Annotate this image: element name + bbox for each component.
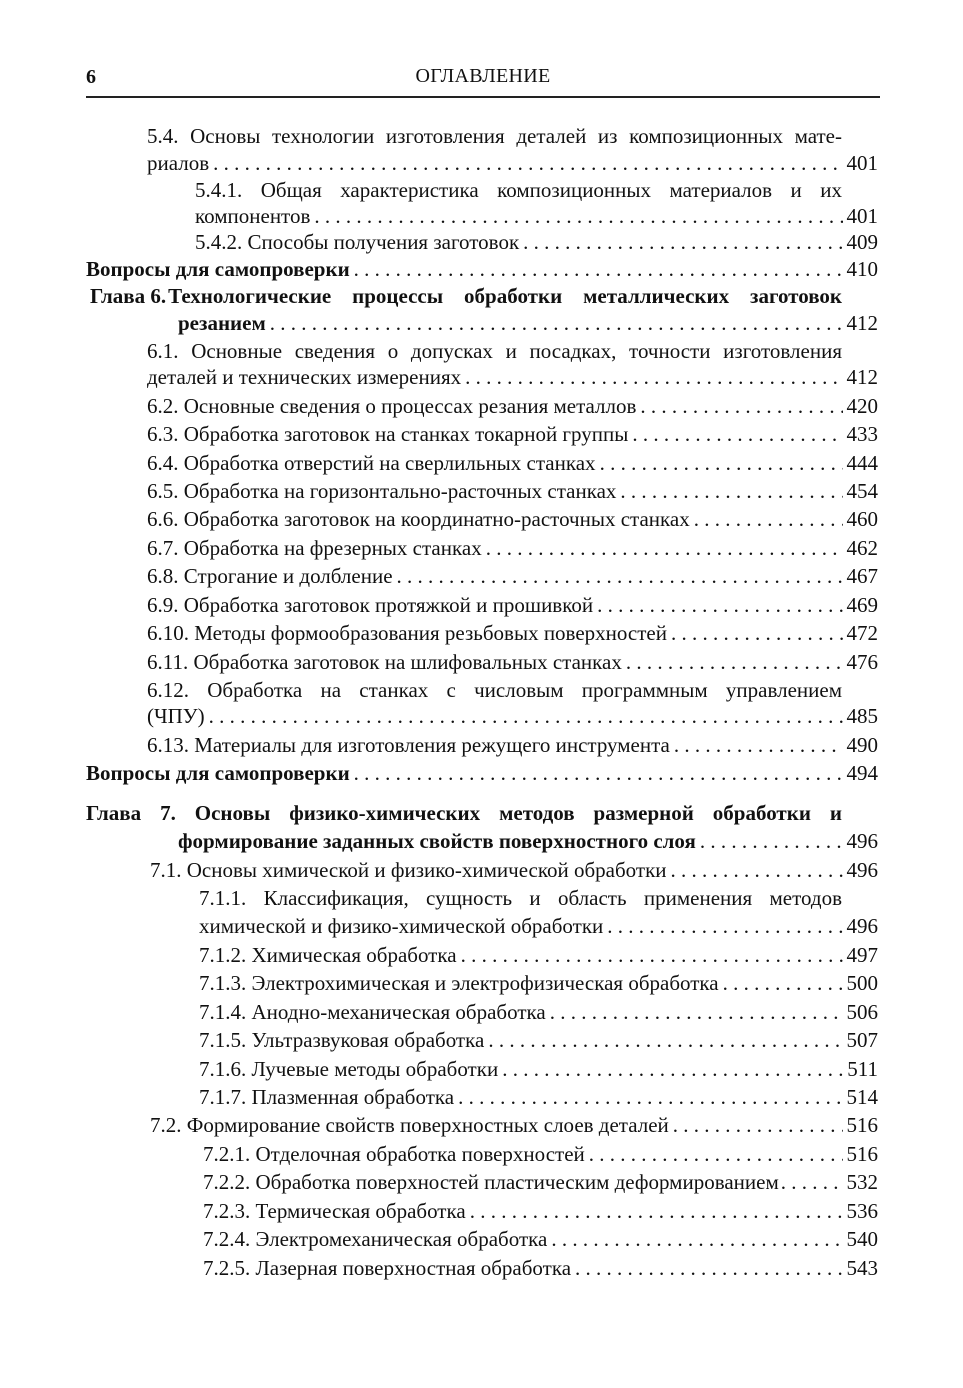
leader-dots [458,1084,842,1111]
toc-entry-text: 6.6. Обработка заготовок на координатно-расточных станках [147,507,690,531]
toc-page-number: 433 [846,422,878,446]
toc-entry-text: 6.5. Обработка на горизонтально-расточных станках [147,479,617,503]
toc-page-number: 514 [846,1085,878,1109]
toc-chapter-7[interactable] [178,828,878,855]
toc-entry-7-1-6[interactable] [199,1056,878,1083]
toc-entry-text: деталей и технических измерениях [147,365,462,389]
toc-entry-7-2-4[interactable] [203,1226,878,1253]
toc-entry-text: 7.1. Основы химической и физико-химической обработки [150,858,667,882]
toc-entry-text: 7.2.5. Лазерная поверхностная обработка [203,1256,572,1280]
toc-entry-7-1[interactable] [150,857,878,884]
toc-entry-6-3[interactable] [147,421,878,448]
toc-entry-7-1-5[interactable] [199,1027,878,1054]
toc-page-number: 454 [846,479,878,503]
toc-page-number: 467 [846,564,878,588]
toc-entry-text: (ЧПУ) [147,704,205,728]
leader-dots [723,970,843,997]
chapter-label: Глава 6. [90,284,167,308]
toc-entry-text: 6.10. Методы формообразования резьбовых поверхностей [147,621,667,645]
toc-entry-6-12-line1: 6.12. Обработка на станках с числовым программным управлением [147,678,842,702]
toc-page-number: 532 [846,1170,878,1194]
leader-dots [486,535,843,562]
toc-entry-6-4[interactable] [147,450,878,477]
leader-dots [575,1255,842,1282]
toc-entry-6-9[interactable] [147,592,878,619]
toc-entry-6-8[interactable] [147,563,878,590]
toc-entry-6-5[interactable] [147,478,878,505]
leader-dots [673,1112,843,1139]
toc-entry-7-1-7[interactable] [199,1084,878,1111]
toc-page-number: 472 [846,621,878,645]
leader-dots [397,563,843,590]
toc-entry-text: 6.3. Обработка заготовок на станках токарной группы [147,422,629,446]
toc-entry-text: компонентов [195,204,311,228]
page-number: 6 [86,66,96,88]
leader-dots [523,229,842,256]
leader-dots [502,1056,843,1083]
toc-entry-text: 7.1.7. Плазменная обработка [199,1085,455,1109]
leader-dots [781,1169,845,1196]
leader-dots [551,1226,842,1253]
toc-entry-6-6[interactable] [147,506,878,533]
toc-page-number: 516 [846,1113,878,1137]
leader-dots [632,421,842,448]
toc-entry-7-1-3[interactable] [199,970,878,997]
toc-entry-text: 6.8. Строгание и долбление [147,564,393,588]
toc-entry-7-2-3[interactable] [203,1198,878,1225]
toc-entry-7-2-2[interactable] [203,1169,878,1196]
leader-dots [488,1027,842,1054]
toc-entry-text: 6.9. Обработка заготовок протяжкой и прошивкой [147,593,594,617]
toc-entry-7-1-2[interactable] [199,942,878,969]
toc-page-number: 490 [846,733,878,757]
toc-entry-text: 6.4. Обработка отверстий на сверлильных станках [147,451,596,475]
toc-page-number: 412 [846,365,878,389]
toc-entry-text: 5.4.2. Способы получения заготовок [195,230,520,254]
toc-entry-text: Вопросы для самопроверки [86,257,350,281]
toc-chapter-6[interactable] [178,310,878,337]
toc-chapter-7-line1: Глава 7. Основы физико-химических методов размерной обработки и [86,801,842,825]
leader-dots [461,942,843,969]
toc-page-number: 410 [846,257,878,281]
toc-entry-6-13[interactable] [147,732,878,759]
toc-page-number: 401 [846,204,878,228]
toc-page-number: 497 [846,943,878,967]
toc-entry-7-2-1[interactable] [203,1141,878,1168]
toc-entry-text: 6.13. Материалы для изготовления режущего инструмента [147,733,670,757]
leader-dots [465,364,842,391]
toc-entry-7-1-1[interactable] [199,913,878,940]
toc-page-number: 409 [846,230,878,254]
toc-entry-text: 7.1.3. Электрохимическая и электрофизическая обработка [199,971,719,995]
toc-page-number: 462 [846,536,878,560]
toc-entry-text: 7.1.5. Ультразвуковая обработка [199,1028,485,1052]
toc-entry-text: 7.1.6. Лучевые методы обработки [199,1057,499,1081]
toc-entry-6-2[interactable] [147,393,878,420]
toc-page-number: 507 [846,1028,878,1052]
toc-page-number: 485 [846,704,878,728]
leader-dots [270,310,843,337]
toc-entry-text: 6.7. Обработка на фрезерных станках [147,536,482,560]
toc-entry-text: Вопросы для самопроверки [86,761,350,785]
leader-dots [209,703,843,730]
toc-entry-5-4-line1: 5.4. Основы технологии изготовления деталей из композиционных мате- [147,124,842,148]
toc-page-number: 496 [846,858,878,882]
toc-page-number: 460 [846,507,878,531]
toc-entry-text: формирование заданных свойств поверхностного слоя [178,829,696,853]
toc-page-number: 543 [846,1256,878,1280]
toc-entry-6-12[interactable] [147,703,878,730]
toc-page-number: 496 [846,914,878,938]
toc-page-number: 540 [846,1227,878,1251]
leader-dots [607,913,842,940]
toc-entry-text: 7.2.2. Обработка поверхностей пластическим деформированием [203,1170,779,1194]
leader-dots [470,1198,843,1225]
leader-dots [694,506,843,533]
leader-dots [620,478,842,505]
leader-dots [640,393,842,420]
toc-entry-text: 7.2.3. Термическая обработка [203,1199,466,1223]
toc-page-number: 412 [846,311,878,335]
toc-chapter-6-line1 [90,283,842,310]
toc-page-number: 536 [846,1199,878,1223]
running-title: ОГЛАВЛЕНИЕ [415,65,551,87]
toc-entry-text: 6.2. Основные сведения о процессах резания металлов [147,394,637,418]
toc-entry-6-11[interactable] [147,649,878,676]
toc-entry-6-10[interactable] [147,620,878,647]
toc-entry-6-1[interactable] [147,364,878,391]
toc-entry-text: 7.2.4. Электромеханическая обработка [203,1227,548,1251]
toc-page-number: 420 [846,394,878,418]
toc-entry-review-questions-5[interactable] [86,256,878,283]
leader-dots [354,760,843,787]
leader-dots [600,450,843,477]
toc-entry-text: 7.2.1. Отделочная обработка поверхностей [203,1142,585,1166]
leader-dots [314,203,842,230]
leader-dots [674,732,843,759]
toc-page-number: 494 [846,761,878,785]
toc-page-number: 506 [846,1000,878,1024]
toc-entry-text: химической и физико-химической обработки [199,914,604,938]
toc-entry-7-2-5[interactable] [203,1255,878,1282]
toc-entry-text: 6.11. Обработка заготовок на шлифовальных станках [147,650,622,674]
toc-entry-5-4-1-line1: 5.4.1. Общая характеристика композиционных материалов и их [195,178,842,202]
page-header [86,62,880,98]
toc-entry-5-4-1[interactable] [195,203,878,230]
toc-entry-text: риалов [147,151,210,175]
leader-dots [671,620,843,647]
toc-page-number: 516 [846,1142,878,1166]
leader-dots [700,828,843,855]
toc-page-number: 476 [846,650,878,674]
toc-entry-5-4[interactable] [147,150,878,177]
toc-entry-text: 7.1.4. Анодно-механическая обработка [199,1000,546,1024]
leader-dots [213,150,842,177]
toc-page-number: 401 [846,151,878,175]
chapter-title: Технологические процессы обработки металлических заготовок [168,284,842,308]
leader-dots [550,999,843,1026]
toc-entry-7-1-4[interactable] [199,999,878,1026]
toc-entry-text: резанием [178,311,266,335]
leader-dots [671,857,843,884]
toc-page-number: 511 [847,1057,878,1081]
toc-page-number: 496 [846,829,878,853]
toc-entry-6-7[interactable] [147,535,878,562]
toc-page-number: 469 [846,593,878,617]
toc-entry-text: 7.1.2. Химическая обработка [199,943,457,967]
toc-page-number: 444 [846,451,878,475]
toc-entry-6-1-line1: 6.1. Основные сведения о допусках и посадках, точности изготовления [147,339,842,363]
leader-dots [354,256,843,283]
toc-entry-7-2[interactable] [150,1112,878,1139]
toc-entry-text: 7.2. Формирование свойств поверхностных слоев деталей [150,1113,669,1137]
leader-dots [597,592,842,619]
toc-entry-review-questions-6[interactable] [86,760,878,787]
toc-entry-7-1-1-line1: 7.1.1. Классификация, сущность и область применения методов [199,886,842,910]
leader-dots [626,649,843,676]
toc-entry-5-4-2[interactable] [195,229,878,256]
toc-page-number: 500 [846,971,878,995]
leader-dots [589,1141,843,1168]
